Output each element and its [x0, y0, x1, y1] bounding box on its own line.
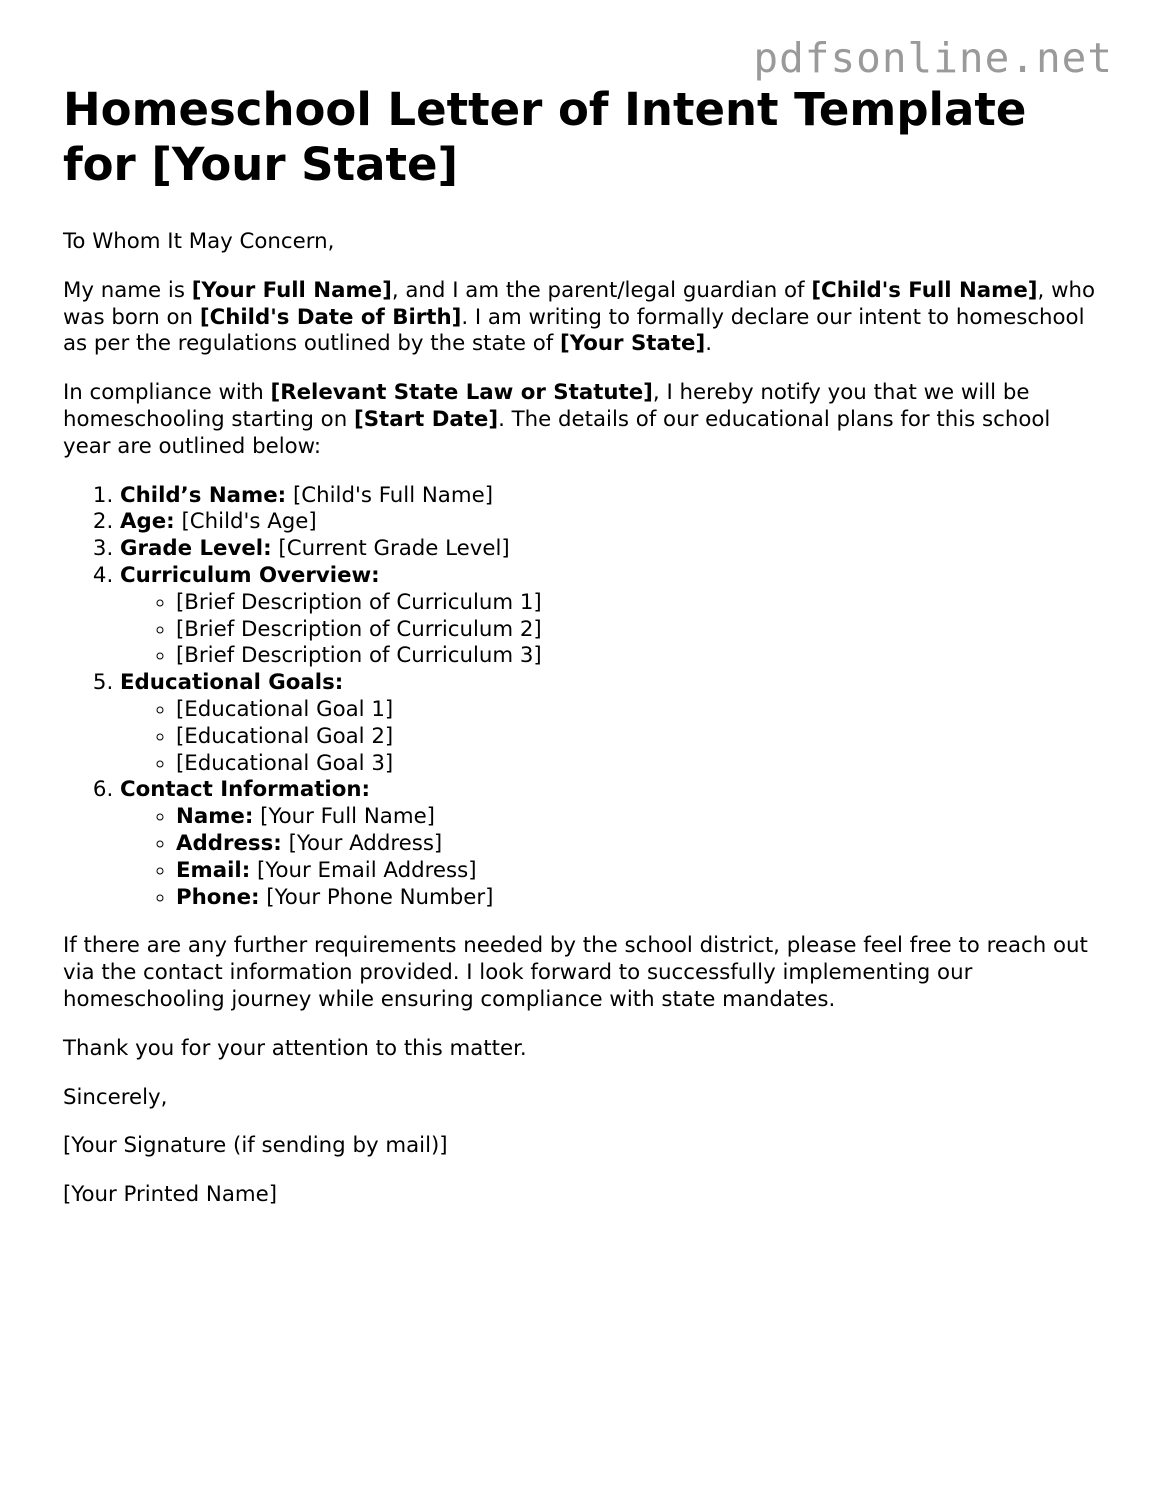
intro-text-5: .	[705, 331, 712, 357]
list-item-curriculum	[120, 563, 1103, 670]
contact-phone-label: Phone:	[176, 884, 260, 910]
state-placeholder: [Your State]	[560, 331, 706, 357]
contact-address-item	[176, 831, 1103, 858]
thanks-line: Thank you for your attention to this matter.	[63, 1035, 527, 1061]
contact-label: Contact Information:	[120, 777, 371, 803]
list-item-goals	[120, 670, 1103, 777]
list-item-child-name	[120, 483, 1103, 510]
birth-date-placeholder: [Child's Date of Birth]	[199, 304, 462, 330]
watermark: pdfsonline.net	[753, 34, 1113, 82]
list-item-contact	[120, 777, 1103, 911]
curriculum-label: Curriculum Overview:	[120, 562, 380, 588]
contact-sublist	[120, 804, 1103, 911]
contact-address-value: [Your Address]	[281, 830, 443, 856]
compliance-paragraph	[63, 380, 1103, 460]
age-label: Age:	[120, 509, 175, 535]
intro-text-3: , who was born on	[63, 277, 1096, 330]
curriculum-item: ◦ [Brief Description of Curriculum 1]	[176, 590, 1103, 617]
child-name-value: [Child's Full Name]	[286, 482, 494, 508]
signature-placeholder: [Your Signature (if sending by mail)]	[63, 1133, 448, 1159]
goals-sublist	[120, 697, 1103, 777]
details-list	[63, 483, 1103, 912]
intro-text-1: My name is	[63, 277, 192, 303]
contact-address-label: Address:	[176, 830, 282, 856]
contact-name-item	[176, 804, 1103, 831]
list-item-age	[120, 509, 1103, 536]
contact-phone-item	[176, 885, 1103, 912]
list-item-grade	[120, 536, 1103, 563]
intro-text-4: . I am writing to formally declare our intent to homeschool as per the regulations outlined by the state of	[63, 304, 1085, 357]
contact-email-value: [Your Email Address]	[250, 857, 477, 883]
compliance-text-3: . The details of our educational plans for this school year are outlined below:	[63, 406, 1051, 459]
goal-item: ◦ [Educational Goal 3]	[176, 751, 1103, 778]
age-value: [Child's Age]	[174, 509, 317, 535]
goal-item: ◦ [Educational Goal 2]	[176, 724, 1103, 751]
printed-name-placeholder: [Your Printed Name]	[63, 1182, 278, 1208]
statute-placeholder: [Relevant State Law or Statute]	[270, 380, 653, 406]
contact-phone-value: [Your Phone Number]	[259, 884, 494, 910]
intro-text-2: , and I am the parent/legal guardian of	[391, 277, 812, 303]
goal-item: ◦ [Educational Goal 1]	[176, 697, 1103, 724]
curriculum-item: ◦ [Brief Description of Curriculum 2]	[176, 617, 1103, 644]
sign-off: Sincerely,	[63, 1084, 168, 1110]
compliance-text-2: , I hereby notify you that we will be homeschooling starting on	[63, 380, 1030, 432]
contact-email-label: Email:	[176, 857, 251, 883]
start-date-placeholder: [Start Date]	[353, 406, 499, 432]
full-name-placeholder: [Your Full Name]	[191, 277, 392, 303]
curriculum-sublist	[120, 590, 1103, 670]
page-title: Homeschool Letter of Intent Template for [Your State]	[63, 83, 1027, 191]
grade-label: Grade Level:	[120, 536, 272, 562]
contact-name-label: Name:	[176, 804, 254, 830]
curriculum-item: ◦ [Brief Description of Curriculum 3]	[176, 643, 1103, 670]
grade-value: [Current Grade Level]	[271, 536, 510, 562]
contact-name-value: [Your Full Name]	[253, 804, 435, 830]
compliance-text-1: In compliance with	[63, 380, 271, 406]
contact-email-item	[176, 858, 1103, 885]
goals-label: Educational Goals:	[120, 670, 344, 696]
closing-paragraph: If there are any further requirements needed by the school district, please feel free to reach out via the contact information provided. I look forward to successfully implementing our homeschooling journey while ensuring compliance with state mandates.	[63, 933, 1088, 1012]
child-name-placeholder: [Child's Full Name]	[811, 277, 1038, 303]
intro-paragraph	[63, 278, 1103, 358]
greeting: To Whom It May Concern,	[63, 229, 335, 254]
child-name-label: Child’s Name:	[120, 482, 287, 508]
letter-document	[63, 82, 1103, 1209]
